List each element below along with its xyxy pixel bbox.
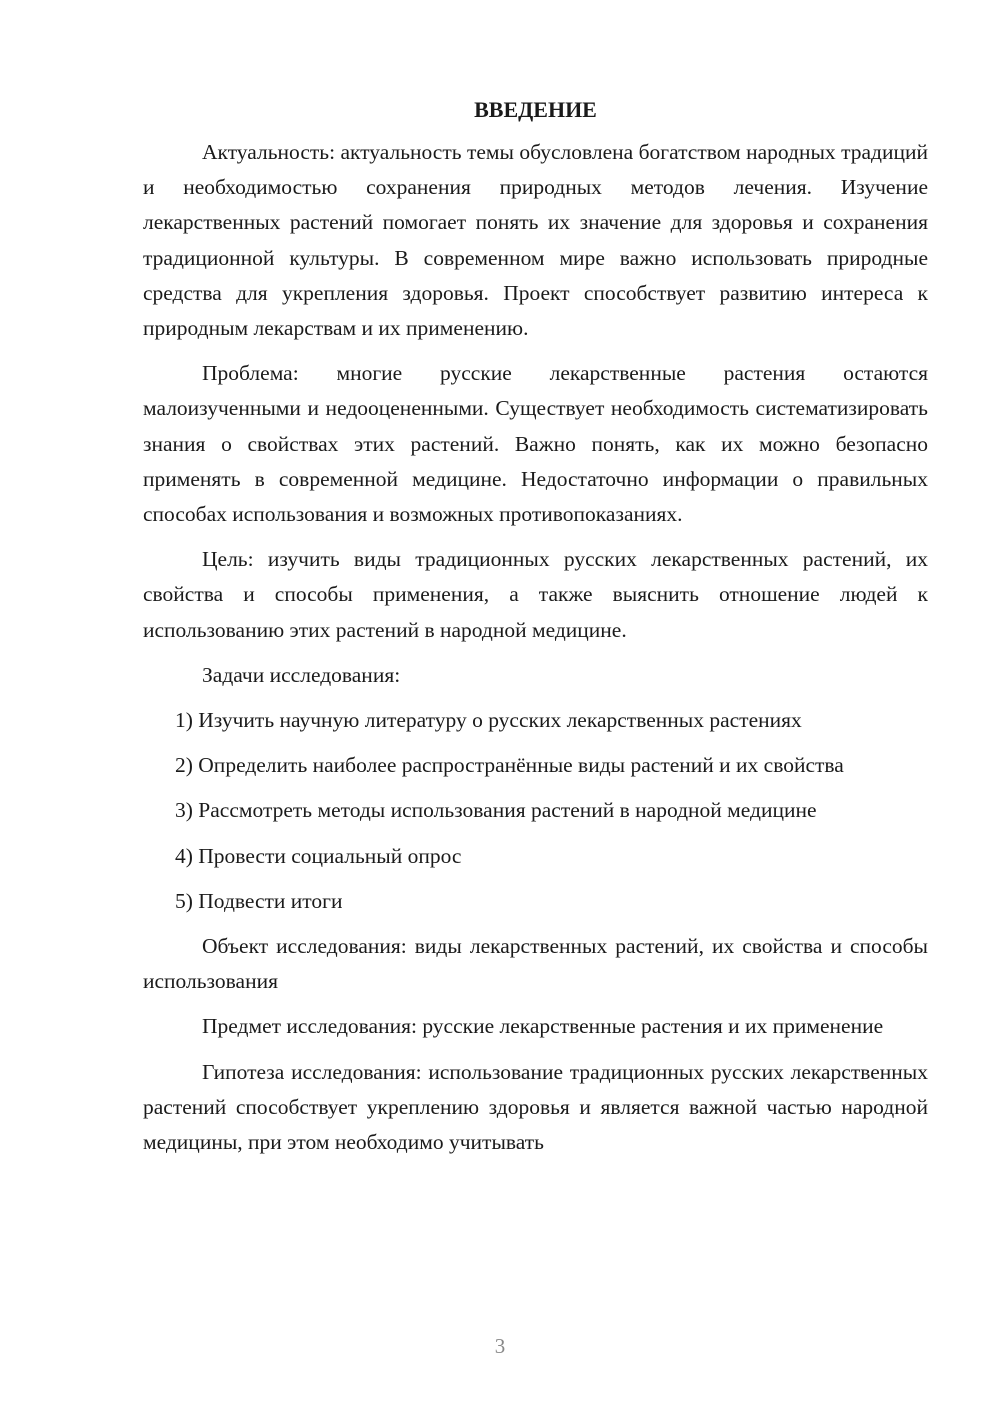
task-item: 4) Провести социальный опрос xyxy=(175,843,462,868)
paragraph-relevance: Актуальность: актуальность темы обусловлена богатством народных традиций и необходимостью сохранения природных методов лечения. Изучение лекарственных растений помогает понять их значение для здоровья и сохранения традиционной культуры. В современном мире важно использовать природные средства для укрепления здоровья. Проект способствует развитию интереса к природным лекарствам и их применению. xyxy=(143,140,928,341)
page-content xyxy=(143,97,928,1160)
task-item: 1) Изучить научную литературу о русских лекарственных растениях xyxy=(175,708,802,733)
paragraph-problem: Проблема: многие русские лекарственные растения остаются малоизученными и недооцененными. Существует необходимость систематизировать знания о свойствах этих растений. Важно понять, как их можно безопасно применять в современной медицине. Недостаточно информации о правильных способах использования и возможных противопоказаниях. xyxy=(143,361,928,527)
paragraph-subject: Предмет исследования: русские лекарственные растения и их применение xyxy=(202,1014,884,1039)
paragraph-object: Объект исследования: виды лекарственных растений, их свойства и способы использования xyxy=(143,934,928,994)
paragraph-hypothesis: Гипотеза исследования: использование традиционных русских лекарственных растений способствует укреплению здоровья и является важной частью народной медицины, при этом необходимо учитывать xyxy=(143,1059,928,1155)
section-title: ВВЕДЕНИЕ xyxy=(474,97,597,122)
task-item: 2) Определить наиболее распространённые виды растений и их свойства xyxy=(175,753,844,778)
page-number: 3 xyxy=(494,1334,506,1358)
paragraph-goal: Цель: изучить виды традиционных русских лекарственных растений, их свойства и способы применения, а также выяснить отношение людей к использованию этих растений в народной медицине. xyxy=(143,547,928,642)
tasks-heading: Задачи исследования: xyxy=(202,662,401,687)
task-item: 5) Подвести итоги xyxy=(175,888,343,913)
task-item: 3) Рассмотреть методы использования растений в народной медицине xyxy=(175,798,817,823)
